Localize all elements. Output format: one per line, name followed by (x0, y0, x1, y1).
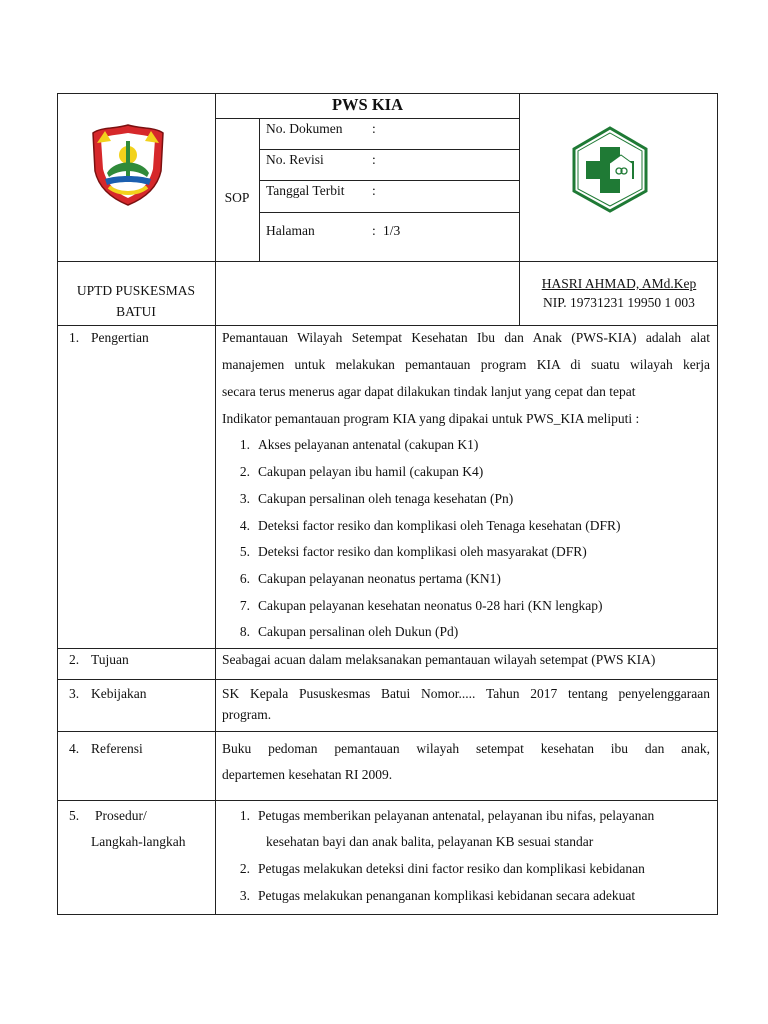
list-item-text: Deteksi factor resiko dan komplikasi oleh Tenaga kesehatan (DFR) (258, 518, 621, 533)
paragraph-line: manajemen untuk melakukan pemantauan program KIA di suatu wilayah kerja (222, 357, 710, 372)
table-border-left (57, 93, 58, 915)
section-label: Pengertian (91, 330, 149, 345)
procedure-item: 2. Petugas melakukan deteksi dini factor resiko dan komplikasi kebidanan (239, 861, 645, 876)
paragraph-line: Indikator pemantauan program KIA yang dipakai untuk PWS_KIA meliputi : (222, 411, 640, 426)
field-row-line (259, 180, 520, 181)
title-row-line (215, 118, 520, 119)
list-item-text: Cakupan persalinan oleh tenaga kesehatan (Pn) (258, 491, 514, 506)
section-line (57, 800, 718, 801)
list-item: 2. Cakupan pelayan ibu hamil (cakupan K4) (239, 464, 484, 479)
list-item: 1. Akses pelayanan antenatal (cakupan K1) (239, 437, 479, 452)
sop-label: SOP (224, 190, 250, 205)
section-label: Prosedur/ (95, 808, 147, 823)
section-number: 1. (69, 330, 80, 345)
org-name-line1: UPTD PUSKESMAS (76, 283, 196, 298)
list-item-text: Cakupan pelayanan kesehatan neonatus 0-28 hari (KN lengkap) (258, 598, 603, 613)
field-row-line (259, 212, 520, 213)
list-item-text: Cakupan pelayan ibu hamil (cakupan K4) (258, 464, 484, 479)
page-title: PWS KIA (331, 95, 404, 114)
field-label-halaman: Halaman (266, 223, 315, 238)
section-number: 4. (69, 741, 80, 756)
section-label-tujuan (69, 652, 129, 668)
list-item: 5. Deteksi factor resiko dan komplikasi oleh masyarakat (DFR) (239, 544, 587, 559)
list-item: 7. Cakupan pelayanan kesehatan neonatus 0-28 hari (KN lengkap) (239, 598, 603, 613)
field-label-no-dokumen: No. Dokumen (266, 121, 343, 136)
section-number: 2. (69, 652, 80, 667)
section-line (57, 679, 718, 680)
procedure-item-text: Petugas melakukan penanganan komplikasi kebidanan secara adekuat (258, 888, 636, 903)
table-border-bottom (57, 914, 718, 915)
table-border-right (717, 93, 718, 915)
section-label-referensi (69, 741, 143, 757)
field-sep: : (372, 152, 376, 167)
procedure-item-text: Petugas melakukan deteksi dini factor resiko dan komplikasi kebidanan (258, 861, 645, 876)
kebijakan-text: program. (222, 707, 272, 722)
list-item: 4. Deteksi factor resiko dan komplikasi oleh Tenaga kesehatan (DFR) (239, 518, 621, 533)
column-divider (215, 93, 216, 915)
section-number: 5. (69, 808, 80, 823)
regency-crest-logo (91, 123, 165, 207)
section-label-prosedur-line2: Langkah-langkah (91, 834, 186, 849)
list-item-text: Deteksi factor resiko dan komplikasi oleh masyarakat (DFR) (258, 544, 587, 559)
section-label: Kebijakan (91, 686, 147, 701)
list-item-text: Cakupan persalinan oleh Dukun (Pd) (258, 624, 459, 639)
paragraph-line: secara terus menerus agar dapat dilakukan tindak lanjut yang cepat dan tepat (222, 384, 636, 399)
field-sep: : (372, 121, 376, 136)
section-label-pengertian (69, 330, 149, 346)
field-sep: : (372, 183, 376, 198)
table-border-top (57, 93, 718, 94)
signer-name: HASRI AHMAD, AMd.Kep (541, 276, 697, 291)
section-label-prosedur (69, 808, 147, 824)
referensi-text: Buku pedoman pemantauan wilayah setempat kesehatan ibu dan anak, (222, 741, 710, 756)
org-name-line2: BATUI (116, 304, 156, 319)
procedure-item-text: Petugas memberikan pelayanan antenatal, pelayanan ibu nifas, pelayanan (258, 808, 655, 823)
list-item: 6. Cakupan pelayanan neonatus pertama (KN1) (239, 571, 501, 586)
field-sep: : (372, 223, 376, 238)
field-label-no-revisi: No. Revisi (266, 152, 324, 167)
list-item-text: Cakupan pelayanan neonatus pertama (KN1) (258, 571, 501, 586)
sop-divider (259, 118, 260, 262)
section-line (57, 648, 718, 649)
list-item: 8. Cakupan persalinan oleh Dukun (Pd) (239, 624, 459, 639)
procedure-item: 3. Petugas melakukan penanganan komplikasi kebidanan secara adekuat (239, 888, 636, 903)
procedure-item-cont: kesehatan bayi dan anak balita, pelayanan KB sesuai standar (266, 834, 594, 849)
section-number: 3. (69, 686, 80, 701)
tujuan-text: Seabagai acuan dalam melaksanakan pemantauan wilayah setempat (PWS KIA) (222, 652, 656, 667)
puskesmas-cross-logo (570, 125, 650, 213)
section-line (57, 731, 718, 732)
referensi-text: departemen kesehatan RI 2009. (222, 767, 393, 782)
list-item: 3. Cakupan persalinan oleh tenaga kesehatan (Pn) (239, 491, 514, 506)
paragraph-line: Pemantauan Wilayah Setempat Kesehatan Ibu dan Anak (PWS-KIA) adalah alat (222, 330, 710, 345)
section-label: Referensi (91, 741, 143, 756)
field-label-tanggal-terbit: Tanggal Terbit (266, 183, 345, 198)
section-label: Tujuan (91, 652, 129, 667)
kebijakan-text: SK Kepala Pususkesmas Batui Nomor..... Tahun 2017 tentang penyelenggaraan (222, 686, 710, 701)
field-row-line (259, 149, 520, 150)
list-item-text: Akses pelayanan antenatal (cakupan K1) (258, 437, 479, 452)
section-line (57, 325, 718, 326)
procedure-item: 1. Petugas memberikan pelayanan antenatal, pelayanan ibu nifas, pelayanan (239, 808, 655, 823)
header-row-line (57, 261, 718, 262)
field-value-halaman: 1/3 (383, 223, 401, 238)
section-label-kebijakan (69, 686, 146, 702)
signer-nip: NIP. 19731231 19950 1 003 (543, 295, 695, 310)
